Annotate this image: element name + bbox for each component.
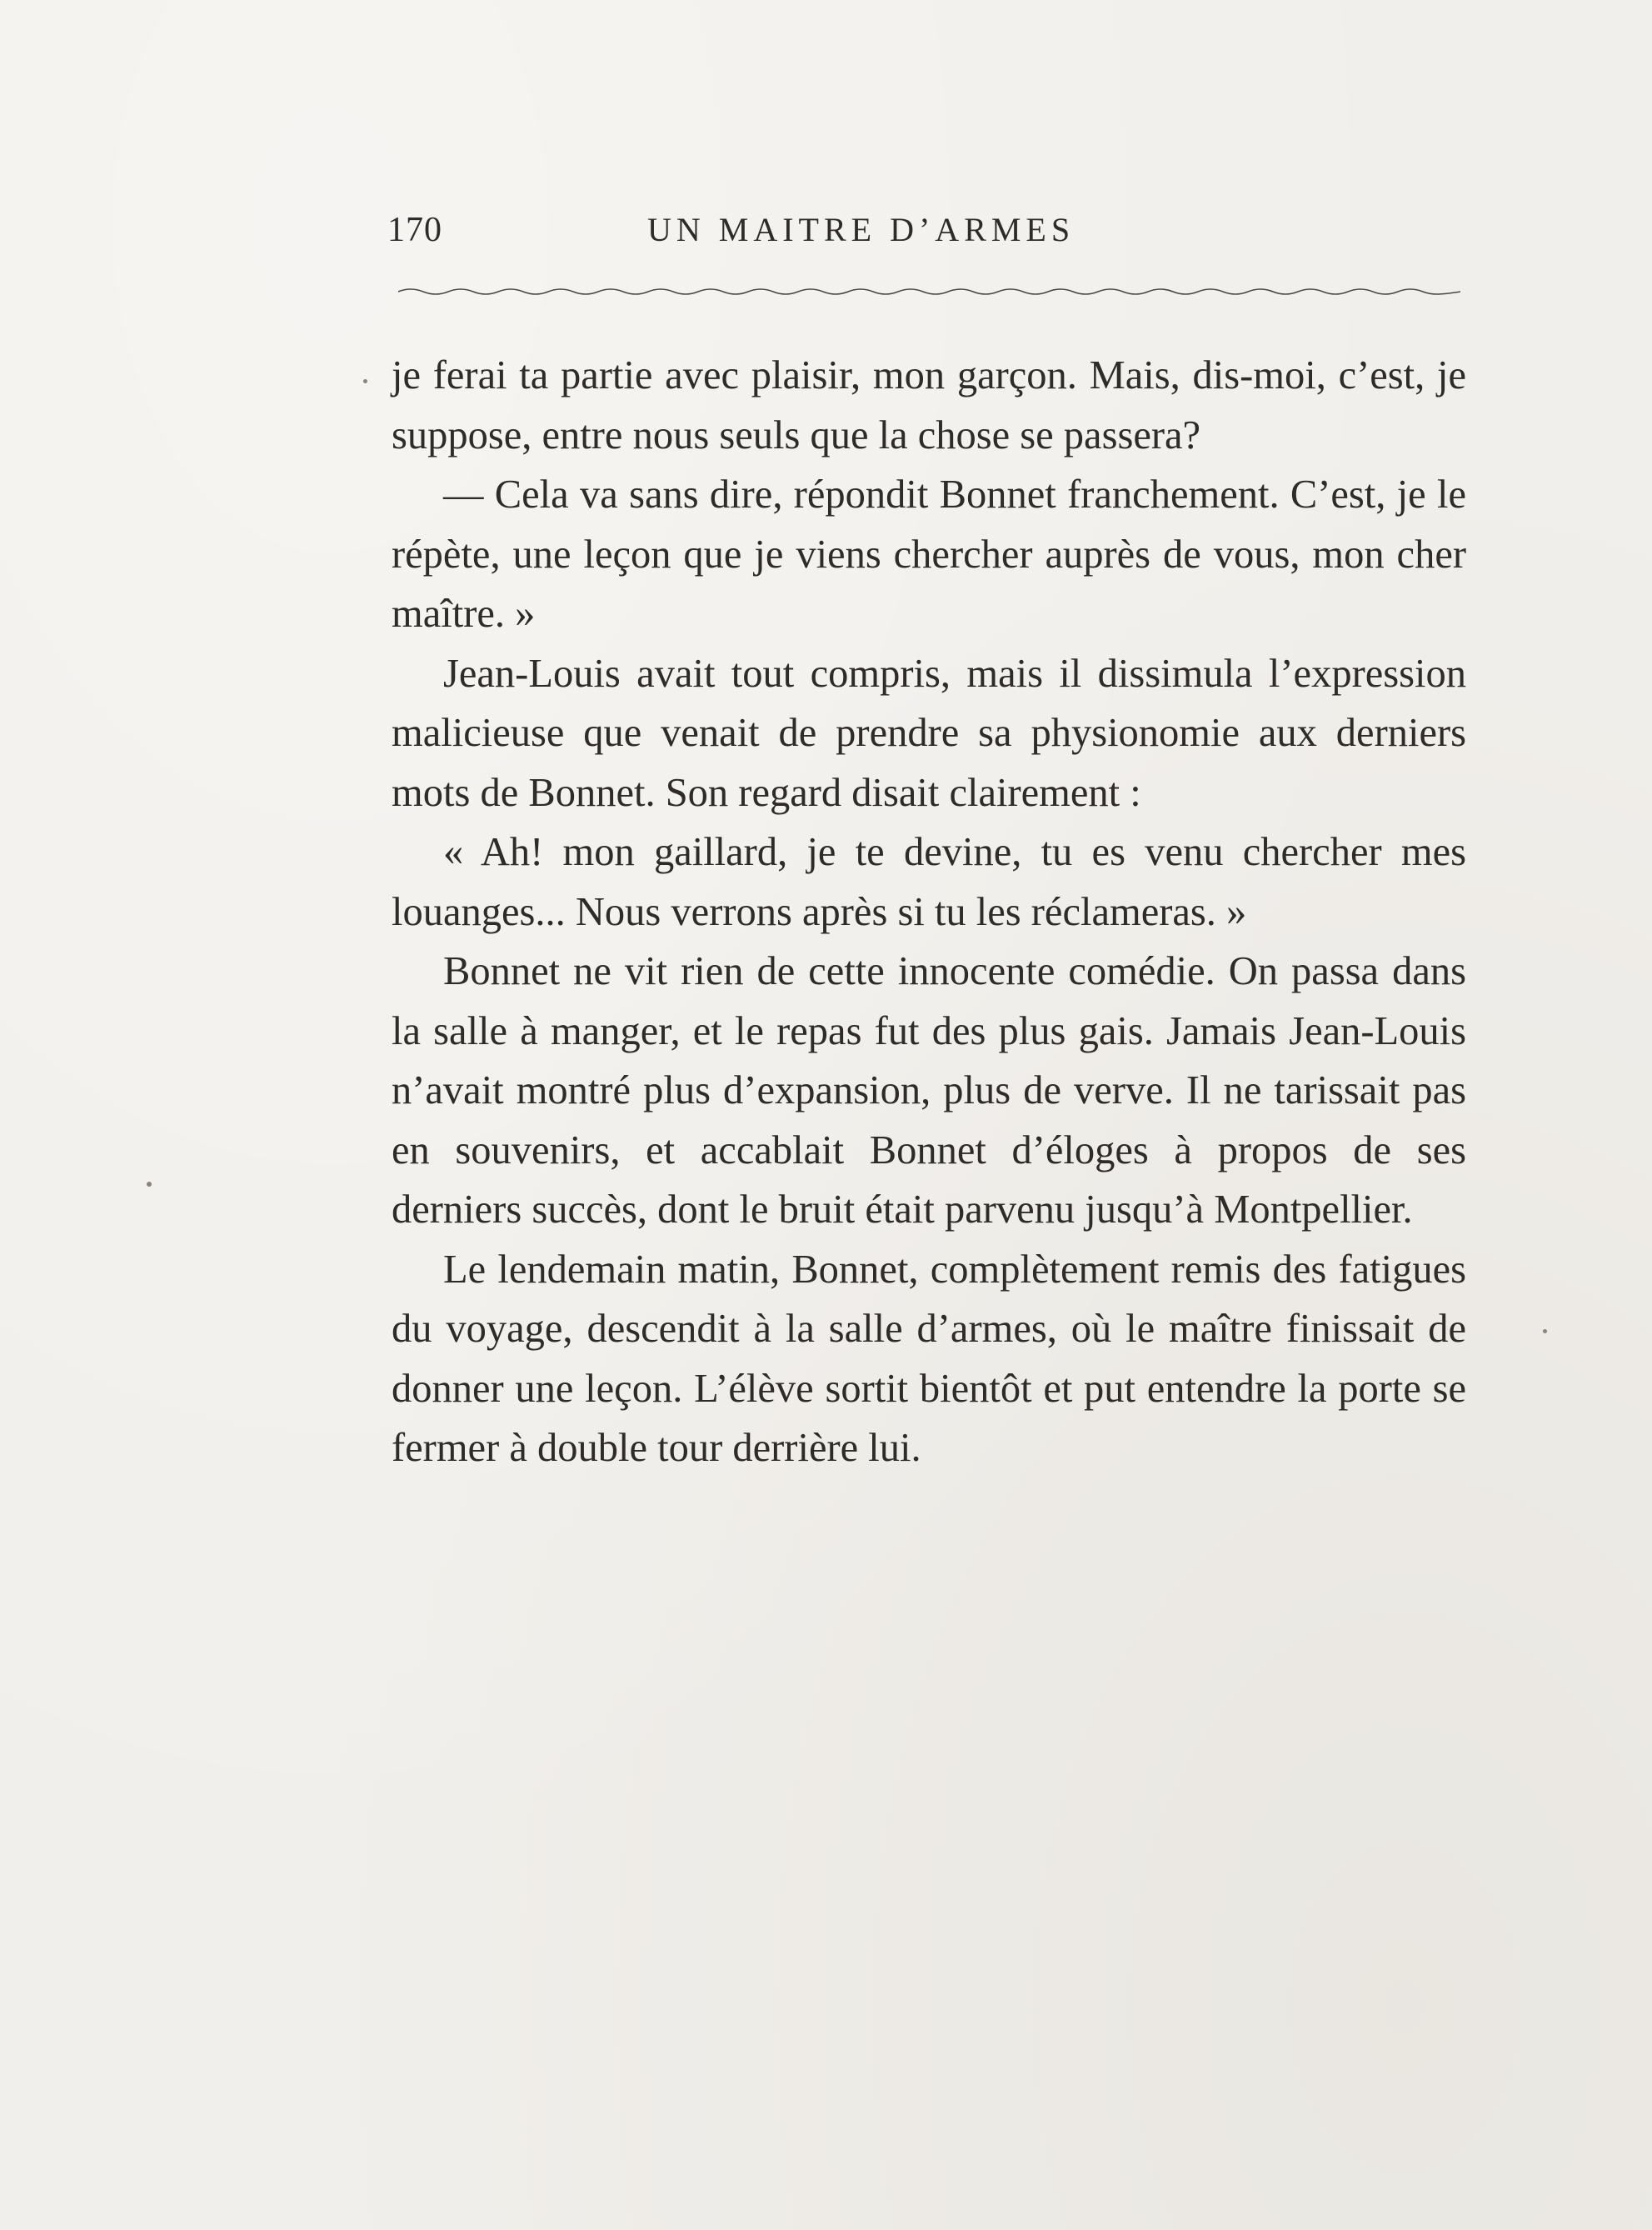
page-number: 170 xyxy=(387,211,442,249)
header-rule xyxy=(398,283,1460,300)
paragraph-5: Bonnet ne vit rien de cette innocente comédie. On passa dans la salle à manger, et le repas fut des plus gais. Jamais Jean-Louis n’avait montré plus d’expansion, plus de verve. Il ne tarissait pas en souvenirs, et accablait Bonnet d’éloges à propos de ses derniers succès, dont le bruit était parvenu jusqu’à Montpellier. xyxy=(392,949,1466,1232)
paragraph-1: je ferai ta partie avec plaisir, mon garçon. Mais, dis-moi, c’est, je suppose, entre nous seuls que la chose se passera? xyxy=(392,353,1466,458)
paragraph-6: Le lendemain matin, Bonnet, complètement remis des fatigues du voyage, descendit à la salle d’armes, où le maître finissait de donner une leçon. L’élève sortit bientôt et put entendre la porte se fermer à double tour derrière lui. xyxy=(392,1247,1466,1470)
paragraph-3: Jean-Louis avait tout compris, mais il dissimula l’expression malicieuse que venait de prendre sa physionomie aux derniers mots de Bonnet. Son regard disait clairement : xyxy=(392,651,1466,815)
paper-speck xyxy=(147,1182,152,1187)
running-head xyxy=(387,210,1462,260)
paper-speck xyxy=(1543,1329,1547,1333)
body-text xyxy=(392,346,1466,1478)
paragraph-4: « Ah! mon gaillard, je te devine, tu es venu chercher mes louanges... Nous verrons après si tu les réclameras. » xyxy=(392,830,1466,934)
paper-speck xyxy=(363,379,367,383)
paragraph-2: — Cela va sans dire, répondit Bonnet franchement. C’est, je le répète, une leçon que je viens chercher auprès de vous, mon cher maître. » xyxy=(392,472,1466,636)
book-title: UN MAITRE D’ARMES xyxy=(647,211,1076,248)
